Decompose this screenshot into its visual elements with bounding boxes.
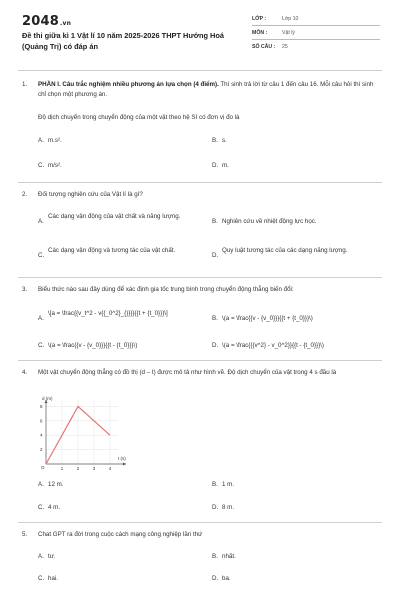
- x-tick-label: 1: [60, 466, 64, 471]
- x-tick-label: 3: [92, 466, 96, 471]
- section-instructions: Thí sinh trả lời từ câu 1 đến câu 16. Mỗi câu hỏi thí sinh chỉ chọn một phương án.: [38, 81, 374, 98]
- option-text: m/s².: [48, 162, 62, 169]
- option-text: \(a = \frac{{v - {v_0}}}{{t + {t_0}}}\): [222, 315, 313, 322]
- question-text: Độ dịch chuyển trong chuyển động của một vật theo hệ SI có đơn vị đo là: [38, 114, 240, 121]
- y-tick-label: 6: [40, 418, 43, 424]
- option-text: Nghiên cứu về nhiệt động lực học.: [222, 218, 317, 225]
- x-tick-label: 2: [76, 466, 80, 471]
- logo-suffix: .vn: [59, 20, 72, 27]
- option-text: \[a = \frac{{v_t^2 - v{{_0^2}_{}}}}{{t + {t_0}}}\]: [48, 310, 168, 317]
- option-letter: C.: [38, 504, 45, 511]
- y-tick-label: 2: [40, 447, 43, 453]
- option-letter: A.: [38, 137, 44, 144]
- question-number: 5.: [22, 531, 28, 538]
- logo-main: 2048: [22, 14, 59, 29]
- graph-ticks: [40, 404, 112, 471]
- question-number: 3.: [22, 286, 28, 293]
- option-text: 4 m.: [48, 504, 61, 511]
- option-letter: C.: [38, 162, 45, 169]
- option-letter: B.: [212, 481, 218, 488]
- option-letter: B.: [212, 137, 218, 144]
- option-letter: D.: [212, 252, 219, 259]
- option-letter: D.: [212, 575, 219, 582]
- meta-count-value: 25: [282, 44, 288, 50]
- displacement-time-graph: [34, 396, 130, 472]
- option-text: tư.: [48, 553, 56, 560]
- question-intro: [38, 80, 378, 99]
- option-text: nhất.: [222, 553, 236, 560]
- graph-axes: [45, 400, 127, 466]
- option-letter: B.: [212, 218, 218, 225]
- meta-divider: [252, 39, 380, 40]
- question-text: Một vật chuyển động thẳng có đồ thị (d – t) được mô tả như hình vẽ. Độ dịch chuyển của vật trong 4 s đầu là: [38, 369, 337, 376]
- option-text: hai.: [48, 575, 58, 582]
- meta-divider: [252, 25, 380, 26]
- meta-class-value: Lớp 10: [282, 16, 299, 22]
- y-tick-label: 4: [40, 432, 43, 438]
- x-tick-label: 4: [108, 466, 112, 471]
- document-title: Đề thi giữa kì 1 Vật lí 10 năm 2025-2026 THPT Hướng Hoá (Quảng Trị) có đáp án: [22, 31, 225, 51]
- question-number: 4.: [22, 369, 28, 376]
- question-text: Đối tượng nghiên cứu của Vật lí là gì?: [38, 191, 143, 198]
- option-letter: A.: [38, 315, 44, 322]
- option-text: ba.: [222, 575, 231, 582]
- meta-subject-value: Vật lý: [282, 30, 295, 36]
- question-number: 1.: [22, 81, 28, 88]
- question-text: Chat GPT ra đời trong cuộc cách mạng công nghiệp lần thứ: [38, 531, 203, 538]
- site-logo[interactable]: [22, 14, 71, 29]
- divider: [18, 277, 382, 278]
- option-letter: D.: [212, 162, 219, 169]
- option-text: 1 m.: [222, 481, 235, 488]
- option-text: Quy luật tương tác của các dạng năng lượng.: [222, 247, 348, 254]
- option-letter: B.: [212, 315, 218, 322]
- graph-ylabel: d (m): [42, 396, 53, 401]
- option-text: 8 m.: [222, 504, 235, 511]
- section-heading: PHẦN I. Câu trắc nghiệm nhiều phương án lựa chọn (4 điểm).: [38, 81, 219, 88]
- option-text: Các dạng vận động của vật chất và năng lượng.: [48, 213, 181, 220]
- divider: [18, 360, 382, 361]
- divider: [18, 522, 382, 523]
- option-letter: D.: [212, 504, 219, 511]
- option-letter: D.: [212, 342, 219, 349]
- option-letter: A.: [38, 481, 44, 488]
- meta-count-label: SỐ CÂU :: [252, 44, 276, 50]
- option-letter: A.: [38, 553, 44, 560]
- option-text: \(a = \frac{{v - {v_0}}}{{t - {t_0}}}\): [48, 342, 138, 349]
- option-text: s.: [222, 137, 227, 144]
- option-text: 12 m.: [48, 481, 64, 488]
- option-letter: C.: [38, 575, 45, 582]
- header: [0, 0, 400, 62]
- option-text: \(a = \frac{{{v^2} - v_0^2}}{{t - {t_0}}}\): [222, 342, 324, 349]
- y-tick-label: 8: [40, 403, 43, 409]
- option-letter: C.: [38, 342, 45, 349]
- option-letter: B.: [212, 553, 218, 560]
- meta-subject-label: MÔN :: [252, 30, 268, 36]
- graph-grid: [46, 399, 118, 464]
- option-letter: C.: [38, 252, 45, 259]
- option-text: Các dạng vận động và tương tác của vật chất.: [48, 247, 176, 254]
- graph-xlabel: t (s): [118, 456, 126, 461]
- meta-class-label: LỚP :: [252, 16, 267, 22]
- question-number: 2.: [22, 191, 28, 198]
- divider: [18, 182, 382, 183]
- option-text: m.s².: [48, 137, 62, 144]
- graph-origin: O: [41, 465, 45, 470]
- option-letter: A.: [38, 218, 44, 225]
- divider: [18, 70, 382, 71]
- question-text: Biểu thức nào sau đây dùng để xác định gia tốc trung bình trong chuyển động thẳng biến đổi:: [38, 286, 294, 293]
- option-text: m.: [222, 162, 229, 169]
